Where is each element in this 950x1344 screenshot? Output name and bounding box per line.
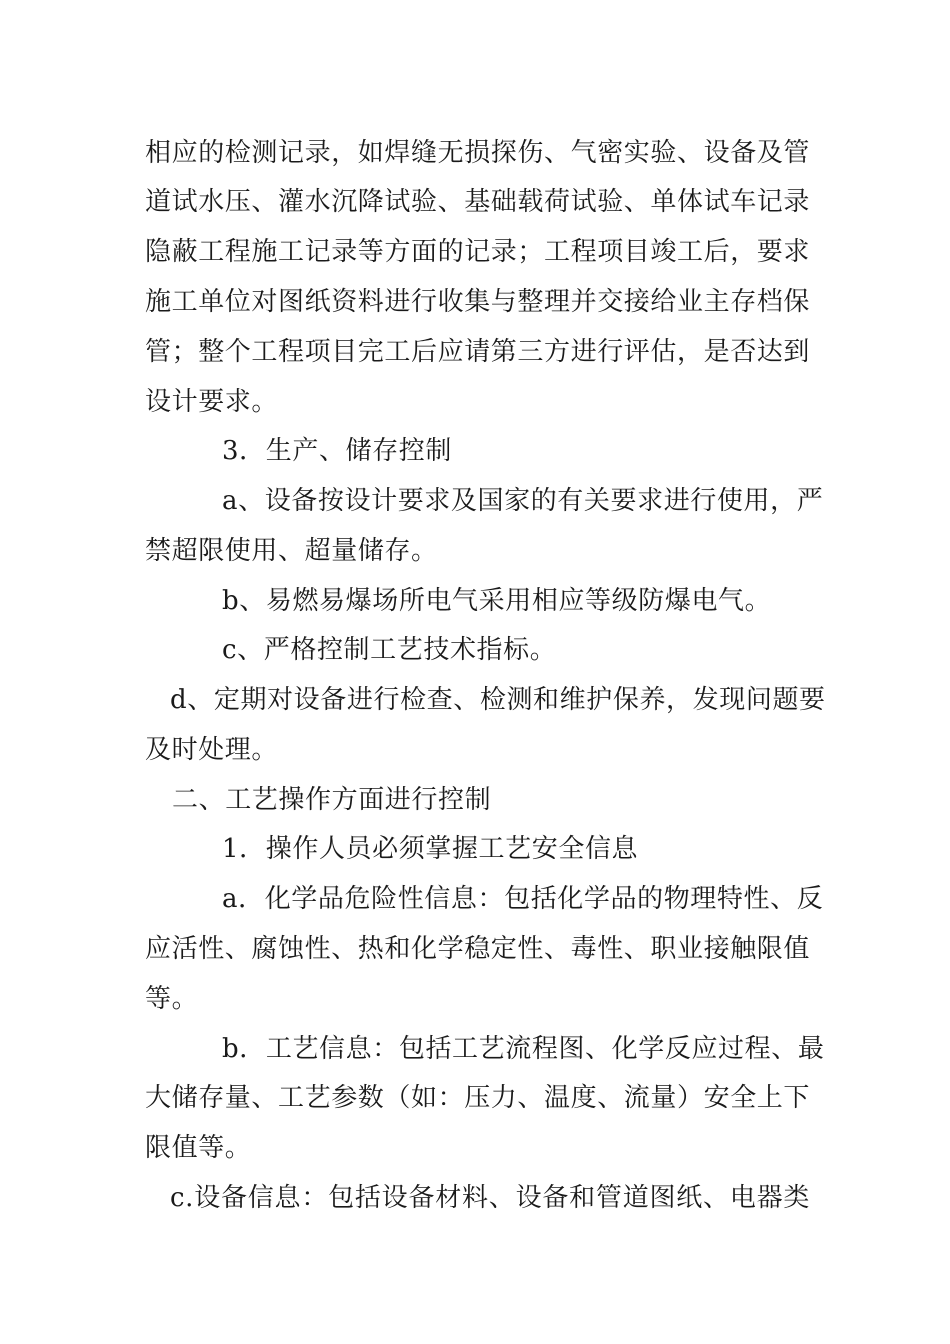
text-line: c、严格控制工艺技术指标。 [222,635,557,665]
text-line: 等。 [145,984,199,1014]
text-line: 道试水压、灌水沉降试验、基础载荷试验、单体试车记录 [145,187,811,217]
text-line: 大储存量、工艺参数（如：压力、温度、流量）安全上下 [145,1083,811,1113]
text-line: 隐蔽工程施工记录等方面的记录；工程项目竣工后，要求 [145,237,811,267]
text-line: 及时处理。 [145,735,279,765]
text-line: a．化学品危险性信息：包括化学品的物理特性、反 [222,884,824,914]
text-line: 禁超限使用、超量储存。 [145,536,438,566]
section-heading: 二、工艺操作方面进行控制 [172,785,492,815]
text-line: c.设备信息：包括设备材料、设备和管道图纸、电器类 [170,1183,810,1213]
text-line: 施工单位对图纸资料进行收集与整理并交接给业主存档保 [145,287,811,317]
text-line: b．工艺信息：包括工艺流程图、化学反应过程、最 [222,1034,825,1064]
text-line: a、设备按设计要求及国家的有关要求进行使用，严 [222,486,824,516]
text-line: d、定期对设备进行检查、检测和维护保养，发现问题要 [170,685,826,715]
section-heading: 3．生产、储存控制 [222,436,452,466]
text-line: 应活性、腐蚀性、热和化学稳定性、毒性、职业接触限值 [145,934,811,964]
text-line: 设计要求。 [145,387,279,417]
text-line: 相应的检测记录，如焊缝无损探伤、气密实验、设备及管 [145,138,811,168]
text-line: 限值等。 [145,1133,252,1163]
text-line: 管；整个工程项目完工后应请第三方进行评估，是否达到 [145,337,811,367]
section-heading: 1．操作人员必须掌握工艺安全信息 [222,834,639,864]
text-line: b、易燃易爆场所电气采用相应等级防爆电气。 [222,586,772,616]
